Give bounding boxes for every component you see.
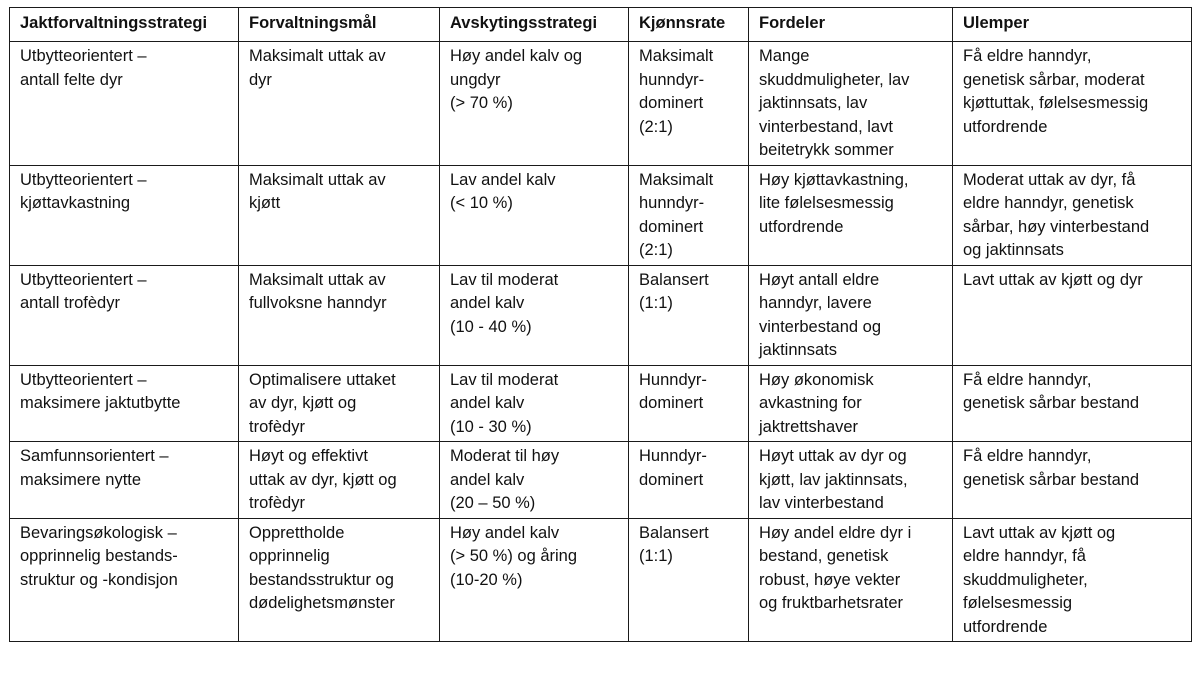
cell-disadvantages: Lavt uttak av kjøtt og eldre hanndyr, få skuddmuligheter, følelsesmessig utfordrende — [953, 518, 1192, 642]
cell-management-goal: Maksimalt uttak av kjøtt — [239, 165, 440, 265]
cell-harvest-strategy: Høy andel kalv (> 50 %) og åring (10-20 %) — [440, 518, 629, 642]
cell-disadvantages: Moderat uttak av dyr, få eldre hanndyr, genetisk sårbar, høy vinterbestand og jaktinnsats — [953, 165, 1192, 265]
cell-advantages: Mange skuddmuligheter, lav jaktinnsats, lav vinterbestand, lavt beitetrykk sommer — [749, 42, 953, 166]
cell-sex-ratio: Hunndyr- dominert — [629, 442, 749, 519]
cell-management-goal: Maksimalt uttak av fullvoksne hanndyr — [239, 265, 440, 365]
cell-disadvantages: Få eldre hanndyr, genetisk sårbar bestand — [953, 365, 1192, 442]
cell-sex-ratio: Balansert (1:1) — [629, 518, 749, 642]
cell-strategy: Samfunnsorientert – maksimere nytte — [10, 442, 239, 519]
header-row — [10, 8, 1192, 42]
cell-harvest-strategy: Lav til moderat andel kalv (10 - 30 %) — [440, 365, 629, 442]
cell-sex-ratio: Hunndyr- dominert — [629, 365, 749, 442]
cell-harvest-strategy: Lav til moderat andel kalv (10 - 40 %) — [440, 265, 629, 365]
table-header — [10, 8, 1192, 42]
header-management-goal: Forvaltningsmål — [239, 8, 440, 42]
cell-disadvantages: Få eldre hanndyr, genetisk sårbar bestand — [953, 442, 1192, 519]
cell-management-goal: Optimalisere uttaket av dyr, kjøtt og trofèdyr — [239, 365, 440, 442]
cell-management-goal: Maksimalt uttak av dyr — [239, 42, 440, 166]
cell-management-goal: Opprettholde opprinnelig bestandsstruktur og dødelighetsmønster — [239, 518, 440, 642]
cell-strategy: Bevaringsøkologisk – opprinnelig bestands- struktur og -kondisjon — [10, 518, 239, 642]
cell-strategy: Utbytteorientert – kjøttavkastning — [10, 165, 239, 265]
cell-disadvantages: Få eldre hanndyr, genetisk sårbar, moderat kjøttuttak, følelsesmessig utfordrende — [953, 42, 1192, 166]
cell-advantages: Høyt antall eldre hanndyr, lavere vinterbestand og jaktinnsats — [749, 265, 953, 365]
cell-disadvantages: Lavt uttak av kjøtt og dyr — [953, 265, 1192, 365]
strategy-table — [9, 7, 1192, 642]
cell-sex-ratio: Maksimalt hunndyr- dominert (2:1) — [629, 165, 749, 265]
table-row — [10, 265, 1192, 365]
cell-advantages: Høy kjøttavkastning, lite følelsesmessig utfordrende — [749, 165, 953, 265]
cell-advantages: Høyt uttak av dyr og kjøtt, lav jaktinnsats, lav vinterbestand — [749, 442, 953, 519]
cell-harvest-strategy: Høy andel kalv og ungdyr (> 70 %) — [440, 42, 629, 166]
header-disadvantages: Ulemper — [953, 8, 1192, 42]
cell-harvest-strategy: Lav andel kalv (< 10 %) — [440, 165, 629, 265]
cell-management-goal: Høyt og effektivt uttak av dyr, kjøtt og trofèdyr — [239, 442, 440, 519]
table-row — [10, 365, 1192, 442]
cell-sex-ratio: Maksimalt hunndyr- dominert (2:1) — [629, 42, 749, 166]
cell-advantages: Høy andel eldre dyr i bestand, genetisk robust, høye vekter og fruktbarhetsrater — [749, 518, 953, 642]
table-row — [10, 42, 1192, 166]
cell-strategy: Utbytteorientert – antall felte dyr — [10, 42, 239, 166]
cell-advantages: Høy økonomisk avkastning for jaktrettshaver — [749, 365, 953, 442]
header-harvest-strategy: Avskytingsstrategi — [440, 8, 629, 42]
cell-strategy: Utbytteorientert – maksimere jaktutbytte — [10, 365, 239, 442]
table-row — [10, 442, 1192, 519]
table-row — [10, 518, 1192, 642]
cell-sex-ratio: Balansert (1:1) — [629, 265, 749, 365]
header-sex-ratio: Kjønnsrate — [629, 8, 749, 42]
table-row — [10, 165, 1192, 265]
cell-strategy: Utbytteorientert – antall trofèdyr — [10, 265, 239, 365]
cell-harvest-strategy: Moderat til høy andel kalv (20 – 50 %) — [440, 442, 629, 519]
header-strategy: Jaktforvaltningsstrategi — [10, 8, 239, 42]
header-advantages: Fordeler — [749, 8, 953, 42]
table-body — [10, 42, 1192, 642]
